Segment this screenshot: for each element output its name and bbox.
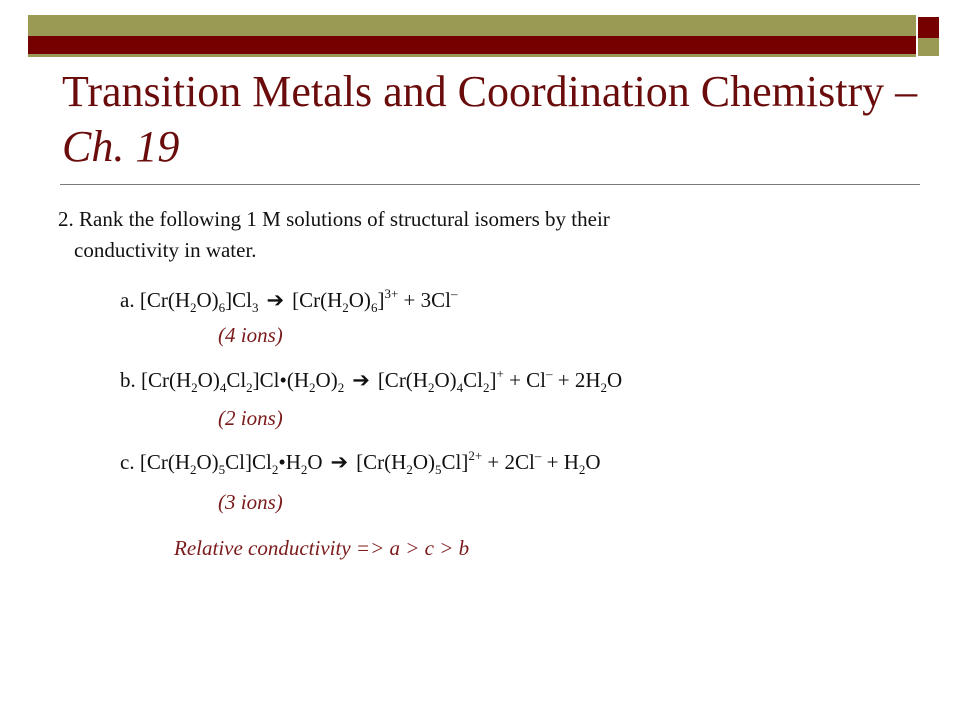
reaction-arrow-icon: ➔ [352, 368, 370, 392]
slide-title [62, 64, 922, 174]
item-b-result: (2 ions) [218, 406, 283, 430]
equation-a: a. $[Cr(H_2O)_6]Cl_3$ ➔ $[Cr(H_2O)_6]^{3+} + 3Cl^-$ [120, 286, 458, 315]
question-line-2: conductivity in water. [74, 238, 257, 262]
title-divider [60, 184, 920, 185]
item-c-label: c. [120, 450, 135, 474]
header-square-maroon [918, 17, 939, 38]
equation-c: c. $[Cr(H_2O)_5Cl]Cl_2•H_2O$ ➔ $[Cr(H_2O)_5Cl]^{2+} + 2Cl^- + H_2O$ [120, 448, 601, 477]
equation-b: b. $[Cr(H_2O)_4Cl_2]Cl•(H_2O)_2$ ➔ $[Cr(H_2O)_4Cl_2]^+ + Cl^- + 2H_2O$ [120, 366, 623, 395]
slide-title-main: Transition Metals and Coordination Chemistry – [62, 67, 918, 116]
item-b-label: b. [120, 368, 136, 392]
header-bar-maroon [28, 36, 916, 54]
item-a-label: a. [120, 288, 135, 312]
item-a-result: (4 ions) [218, 323, 283, 347]
header-bar-olive [28, 15, 916, 36]
conclusion: Relative conductivity => a > c > b [174, 536, 470, 560]
item-c-result: (3 ions) [218, 490, 283, 514]
header-square-olive [918, 38, 939, 56]
question-line-1: 2. Rank the following 1 M solutions of structural isomers by their [58, 207, 610, 231]
reaction-arrow-icon: ➔ [266, 288, 285, 312]
slide-title-chapter: Ch. 19 [62, 122, 180, 171]
header-bar-olive-strip [28, 54, 916, 57]
reaction-arrow-icon: ➔ [330, 450, 349, 474]
